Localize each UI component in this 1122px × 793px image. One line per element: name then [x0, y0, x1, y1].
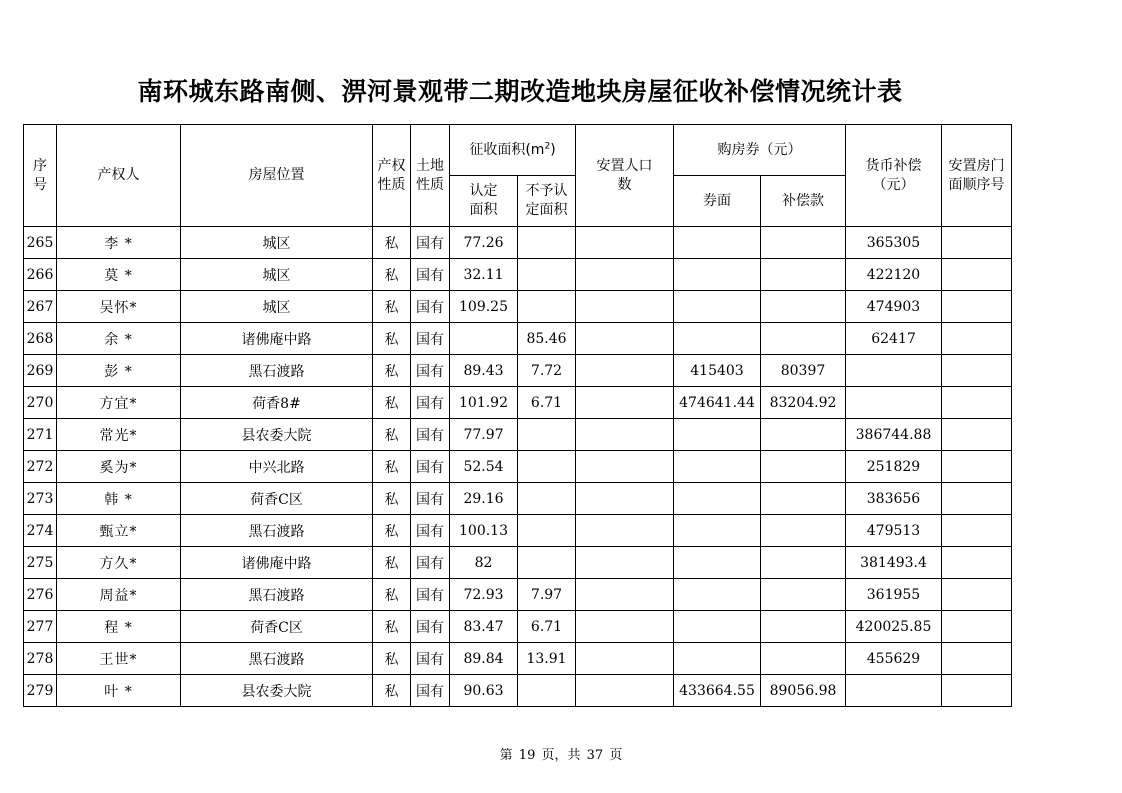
- cell-shop-order: [942, 579, 1012, 611]
- cell-cash-comp: [846, 387, 942, 419]
- cell-owner: 彭 *: [57, 355, 181, 387]
- cell-location: 城区: [181, 259, 373, 291]
- cell-resettle-people: [576, 387, 674, 419]
- cell-location: 黑石渡路: [181, 643, 373, 675]
- cell-location: 诸佛庵中路: [181, 547, 373, 579]
- cell-voucher-face: [674, 227, 761, 259]
- cell-owner: 方久*: [57, 547, 181, 579]
- cell-shop-order: [942, 291, 1012, 323]
- cell-resettle-people: [576, 611, 674, 643]
- cell-land-type: 国有: [411, 323, 450, 355]
- cell-voucher-face: [674, 579, 761, 611]
- cell-cash-comp: 365305: [846, 227, 942, 259]
- cell-cash-comp: 422120: [846, 259, 942, 291]
- footer-total-pages: 37: [586, 748, 604, 763]
- cell-seq: 274: [24, 515, 57, 547]
- cell-location: 县农委大院: [181, 675, 373, 707]
- header-voucher-group: 购房券（元）: [674, 125, 846, 176]
- cell-land-type: 国有: [411, 611, 450, 643]
- cell-property-type: 私: [373, 387, 411, 419]
- cell-property-type: 私: [373, 643, 411, 675]
- cell-location: 黑石渡路: [181, 515, 373, 547]
- cell-resettle-people: [576, 291, 674, 323]
- cell-voucher-comp: [761, 547, 846, 579]
- cell-voucher-comp: [761, 291, 846, 323]
- footer-mid: 页，共: [541, 748, 581, 763]
- cell-location: 城区: [181, 227, 373, 259]
- footer-page-number: 19: [518, 748, 536, 763]
- cell-voucher-face: [674, 611, 761, 643]
- cell-area-confirmed: 101.92: [450, 387, 518, 419]
- cell-shop-order: [942, 355, 1012, 387]
- table-row: [24, 291, 1012, 323]
- cell-voucher-face: 415403: [674, 355, 761, 387]
- cell-area-unconfirmed: [518, 451, 576, 483]
- cell-owner: 莫 *: [57, 259, 181, 291]
- cell-resettle-people: [576, 323, 674, 355]
- cell-area-unconfirmed: 6.71: [518, 387, 576, 419]
- table-body: [24, 227, 1012, 707]
- cell-voucher-face: [674, 259, 761, 291]
- cell-owner: 常光*: [57, 419, 181, 451]
- cell-seq: 276: [24, 579, 57, 611]
- cell-property-type: 私: [373, 515, 411, 547]
- cell-land-type: 国有: [411, 227, 450, 259]
- cell-land-type: 国有: [411, 579, 450, 611]
- cell-voucher-comp: [761, 579, 846, 611]
- cell-voucher-face: 433664.55: [674, 675, 761, 707]
- cell-shop-order: [942, 419, 1012, 451]
- cell-resettle-people: [576, 259, 674, 291]
- cell-area-confirmed: 90.63: [450, 675, 518, 707]
- cell-voucher-comp: 80397: [761, 355, 846, 387]
- cell-property-type: 私: [373, 547, 411, 579]
- page-title: 南环城东路南侧、淠河景观带二期改造地块房屋征收补偿情况统计表: [137, 77, 903, 106]
- table-row: [24, 675, 1012, 707]
- header-property-type: 产权性质: [373, 125, 411, 227]
- table-row: [24, 611, 1012, 643]
- cell-cash-comp: 381493.4: [846, 547, 942, 579]
- cell-land-type: 国有: [411, 483, 450, 515]
- header-location: 房屋位置: [181, 125, 373, 227]
- cell-land-type: 国有: [411, 291, 450, 323]
- cell-seq: 273: [24, 483, 57, 515]
- cell-voucher-comp: [761, 259, 846, 291]
- cell-area-unconfirmed: [518, 675, 576, 707]
- cell-shop-order: [942, 547, 1012, 579]
- header-cash-comp: 货币补偿（元）: [846, 125, 942, 227]
- cell-owner: 奚为*: [57, 451, 181, 483]
- cell-shop-order: [942, 387, 1012, 419]
- cell-land-type: 国有: [411, 387, 450, 419]
- cell-owner: 甄立*: [57, 515, 181, 547]
- cell-area-confirmed: [450, 323, 518, 355]
- cell-voucher-comp: [761, 515, 846, 547]
- cell-land-type: 国有: [411, 547, 450, 579]
- cell-location: 荷香8#: [181, 387, 373, 419]
- cell-shop-order: [942, 451, 1012, 483]
- cell-area-unconfirmed: 7.72: [518, 355, 576, 387]
- cell-voucher-face: [674, 419, 761, 451]
- cell-shop-order: [942, 611, 1012, 643]
- cell-seq: 277: [24, 611, 57, 643]
- cell-property-type: 私: [373, 611, 411, 643]
- header-land-type: 土地性质: [411, 125, 450, 227]
- cell-seq: 278: [24, 643, 57, 675]
- cell-location: 荷香C区: [181, 611, 373, 643]
- footer-prefix: 第: [499, 748, 513, 763]
- cell-cash-comp: 455629: [846, 643, 942, 675]
- cell-property-type: 私: [373, 291, 411, 323]
- table-row: [24, 579, 1012, 611]
- cell-voucher-face: [674, 483, 761, 515]
- cell-seq: 265: [24, 227, 57, 259]
- cell-shop-order: [942, 643, 1012, 675]
- header-voucher-face: 券面: [674, 176, 761, 227]
- cell-area-unconfirmed: 13.91: [518, 643, 576, 675]
- cell-resettle-people: [576, 547, 674, 579]
- cell-property-type: 私: [373, 483, 411, 515]
- cell-voucher-face: [674, 643, 761, 675]
- cell-area-unconfirmed: [518, 515, 576, 547]
- cell-voucher-comp: [761, 323, 846, 355]
- cell-resettle-people: [576, 483, 674, 515]
- cell-seq: 266: [24, 259, 57, 291]
- cell-land-type: 国有: [411, 419, 450, 451]
- cell-voucher-face: [674, 515, 761, 547]
- cell-voucher-comp: [761, 643, 846, 675]
- cell-shop-order: [942, 483, 1012, 515]
- cell-location: 城区: [181, 291, 373, 323]
- cell-owner: 韩 *: [57, 483, 181, 515]
- table-row: [24, 483, 1012, 515]
- cell-area-confirmed: 32.11: [450, 259, 518, 291]
- cell-voucher-face: [674, 451, 761, 483]
- cell-location: 荷香C区: [181, 483, 373, 515]
- cell-voucher-face: [674, 323, 761, 355]
- table-row: [24, 387, 1012, 419]
- cell-shop-order: [942, 515, 1012, 547]
- cell-area-confirmed: 100.13: [450, 515, 518, 547]
- header-voucher-comp: 补偿款: [761, 176, 846, 227]
- cell-cash-comp: [846, 675, 942, 707]
- cell-voucher-face: [674, 547, 761, 579]
- cell-voucher-comp: [761, 611, 846, 643]
- cell-voucher-comp: 83204.92: [761, 387, 846, 419]
- cell-seq: 271: [24, 419, 57, 451]
- cell-area-unconfirmed: 7.97: [518, 579, 576, 611]
- cell-location: 黑石渡路: [181, 355, 373, 387]
- cell-property-type: 私: [373, 259, 411, 291]
- cell-cash-comp: 361955: [846, 579, 942, 611]
- cell-area-confirmed: 109.25: [450, 291, 518, 323]
- cell-seq: 267: [24, 291, 57, 323]
- header-resettle-people: 安置人口数: [576, 125, 674, 227]
- cell-cash-comp: 383656: [846, 483, 942, 515]
- cell-area-unconfirmed: [518, 483, 576, 515]
- cell-area-confirmed: 89.84: [450, 643, 518, 675]
- cell-cash-comp: 420025.85: [846, 611, 942, 643]
- cell-property-type: 私: [373, 323, 411, 355]
- cell-voucher-comp: [761, 451, 846, 483]
- cell-resettle-people: [576, 227, 674, 259]
- cell-area-confirmed: 82: [450, 547, 518, 579]
- table-row: [24, 355, 1012, 387]
- cell-area-confirmed: 52.54: [450, 451, 518, 483]
- cell-location: 县农委大院: [181, 419, 373, 451]
- cell-resettle-people: [576, 451, 674, 483]
- cell-owner: 周益*: [57, 579, 181, 611]
- header-area-group-label: 征收面积(m: [469, 141, 545, 158]
- cell-area-unconfirmed: 85.46: [518, 323, 576, 355]
- cell-area-unconfirmed: [518, 291, 576, 323]
- cell-shop-order: [942, 227, 1012, 259]
- cell-land-type: 国有: [411, 355, 450, 387]
- cell-owner: 王世*: [57, 643, 181, 675]
- cell-property-type: 私: [373, 227, 411, 259]
- cell-area-unconfirmed: [518, 419, 576, 451]
- cell-seq: 272: [24, 451, 57, 483]
- footer-suffix: 页: [609, 748, 623, 763]
- cell-voucher-comp: 89056.98: [761, 675, 846, 707]
- cell-land-type: 国有: [411, 259, 450, 291]
- compensation-table: [23, 124, 1012, 707]
- cell-area-confirmed: 83.47: [450, 611, 518, 643]
- cell-seq: 268: [24, 323, 57, 355]
- header-shop-order: 安置房门面顺序号: [942, 125, 1012, 227]
- cell-voucher-comp: [761, 483, 846, 515]
- cell-land-type: 国有: [411, 675, 450, 707]
- cell-cash-comp: 62417: [846, 323, 942, 355]
- cell-area-unconfirmed: 6.71: [518, 611, 576, 643]
- header-seq: 序号: [24, 125, 57, 227]
- cell-shop-order: [942, 675, 1012, 707]
- cell-owner: 程 *: [57, 611, 181, 643]
- cell-cash-comp: 474903: [846, 291, 942, 323]
- header-area-unconfirmed: 不予认定面积: [518, 176, 576, 227]
- table-row: [24, 451, 1012, 483]
- page-footer: [0, 744, 1122, 763]
- cell-owner: 方宜*: [57, 387, 181, 419]
- cell-area-unconfirmed: [518, 227, 576, 259]
- table-row: [24, 547, 1012, 579]
- cell-property-type: 私: [373, 451, 411, 483]
- cell-area-confirmed: 77.97: [450, 419, 518, 451]
- cell-owner: 吴怀*: [57, 291, 181, 323]
- cell-resettle-people: [576, 515, 674, 547]
- header-area-group-close: ): [550, 141, 556, 158]
- cell-property-type: 私: [373, 355, 411, 387]
- table-row: [24, 227, 1012, 259]
- table-row: [24, 259, 1012, 291]
- cell-area-confirmed: 77.26: [450, 227, 518, 259]
- cell-voucher-face: 474641.44: [674, 387, 761, 419]
- cell-owner: 李 *: [57, 227, 181, 259]
- cell-voucher-comp: [761, 227, 846, 259]
- cell-cash-comp: 251829: [846, 451, 942, 483]
- cell-seq: 279: [24, 675, 57, 707]
- table-row: [24, 515, 1012, 547]
- cell-resettle-people: [576, 675, 674, 707]
- cell-property-type: 私: [373, 579, 411, 611]
- cell-resettle-people: [576, 419, 674, 451]
- table-row: [24, 419, 1012, 451]
- cell-cash-comp: 386744.88: [846, 419, 942, 451]
- cell-seq: 269: [24, 355, 57, 387]
- cell-resettle-people: [576, 355, 674, 387]
- cell-location: 中兴北路: [181, 451, 373, 483]
- cell-location: 诸佛庵中路: [181, 323, 373, 355]
- cell-cash-comp: 479513: [846, 515, 942, 547]
- cell-owner: 余 *: [57, 323, 181, 355]
- header-area-confirmed: 认定面积: [450, 176, 518, 227]
- table-row: [24, 643, 1012, 675]
- cell-land-type: 国有: [411, 643, 450, 675]
- cell-area-confirmed: 89.43: [450, 355, 518, 387]
- cell-area-unconfirmed: [518, 547, 576, 579]
- cell-voucher-face: [674, 291, 761, 323]
- cell-voucher-comp: [761, 419, 846, 451]
- cell-property-type: 私: [373, 675, 411, 707]
- header-area-unit-sup: 2: [544, 140, 551, 151]
- cell-land-type: 国有: [411, 451, 450, 483]
- cell-resettle-people: [576, 579, 674, 611]
- cell-property-type: 私: [373, 419, 411, 451]
- cell-shop-order: [942, 323, 1012, 355]
- cell-shop-order: [942, 259, 1012, 291]
- cell-area-unconfirmed: [518, 259, 576, 291]
- cell-resettle-people: [576, 643, 674, 675]
- cell-area-confirmed: 29.16: [450, 483, 518, 515]
- header-owner: 产权人: [57, 125, 181, 227]
- cell-location: 黑石渡路: [181, 579, 373, 611]
- cell-seq: 270: [24, 387, 57, 419]
- cell-owner: 叶 *: [57, 675, 181, 707]
- cell-seq: 275: [24, 547, 57, 579]
- header-area-group: [450, 125, 576, 176]
- cell-land-type: 国有: [411, 515, 450, 547]
- table-row: [24, 323, 1012, 355]
- cell-cash-comp: [846, 355, 942, 387]
- cell-area-confirmed: 72.93: [450, 579, 518, 611]
